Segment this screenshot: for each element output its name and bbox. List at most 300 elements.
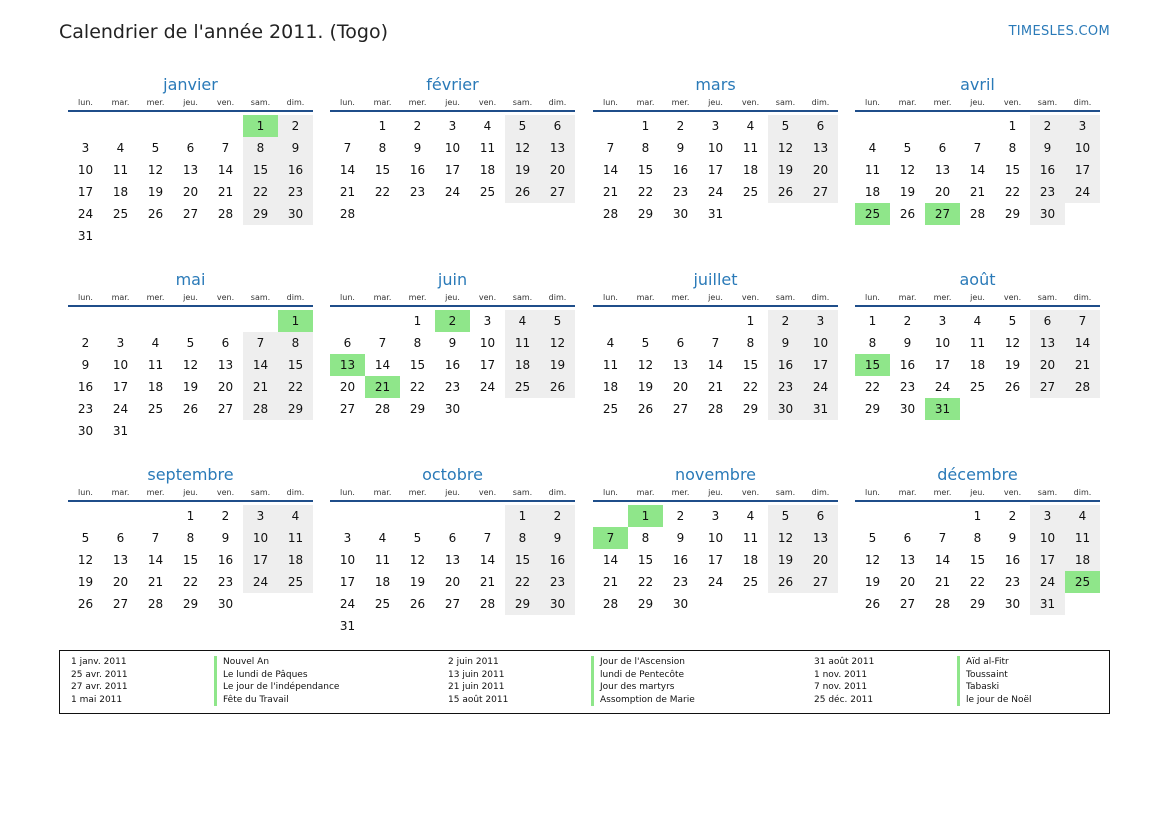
brand-link[interactable]: TIMESLES.COM	[1008, 24, 1110, 39]
empty-day-cell	[103, 505, 138, 527]
day-cell: 19	[540, 354, 575, 376]
week-row	[593, 549, 838, 571]
day-cell: 24	[707, 575, 724, 589]
day-cell: 10	[934, 336, 951, 350]
empty-day-cell	[855, 115, 890, 137]
day-cell: 24	[112, 402, 129, 416]
empty-day-cell	[540, 203, 575, 225]
day-cell: 12	[147, 163, 164, 177]
empty-day-cell	[470, 203, 505, 225]
empty-day-cell	[505, 398, 540, 420]
day-cell: 27	[803, 181, 838, 203]
day-cell: 5	[768, 115, 803, 137]
day-cell: 26	[409, 597, 426, 611]
day-cell: 8	[186, 531, 195, 545]
day-cell: 15	[637, 163, 654, 177]
day-cell: 14	[602, 163, 619, 177]
empty-day-cell	[138, 115, 173, 137]
day-cell: 10	[1030, 527, 1065, 549]
day-cell: 10	[243, 527, 278, 549]
empty-day-cell	[505, 203, 540, 225]
day-cell: 20	[540, 159, 575, 181]
day-cell: 23	[444, 380, 461, 394]
day-cell: 21	[147, 575, 164, 589]
day-cell: 24	[479, 380, 496, 394]
holiday-legend	[59, 650, 1110, 714]
weekday-label: sam.	[250, 488, 271, 497]
day-cell: 30	[540, 593, 575, 615]
day-cell: 30	[672, 207, 689, 221]
day-cell: 16	[672, 163, 689, 177]
empty-day-cell	[243, 310, 278, 332]
day-grid	[855, 310, 1100, 420]
day-cell: 3	[343, 531, 352, 545]
day-cell: 19	[77, 575, 94, 589]
day-cell: 15	[374, 163, 391, 177]
day-cell: 30	[672, 597, 689, 611]
day-cell: 12	[864, 553, 881, 567]
week-row	[330, 332, 575, 354]
day-cell: 17	[707, 553, 724, 567]
day-cell: 12	[899, 163, 916, 177]
weekday-label: mar.	[898, 98, 917, 107]
day-cell: 7	[483, 531, 492, 545]
day-cell: 1	[746, 314, 755, 328]
day-cell: 10	[479, 336, 496, 350]
empty-day-cell	[628, 310, 663, 332]
day-cell: 21	[243, 376, 278, 398]
empty-day-cell	[138, 505, 173, 527]
weekday-label: jeu.	[445, 488, 460, 497]
day-cell: 9	[1030, 137, 1065, 159]
weekday-label: mer.	[933, 488, 952, 497]
day-cell: 15	[742, 358, 759, 372]
day-cell: 2	[278, 115, 313, 137]
holiday-date: 25 déc. 2011	[814, 694, 874, 705]
week-row	[593, 354, 838, 376]
day-cell: 11	[112, 163, 129, 177]
day-cell: 14	[339, 163, 356, 177]
day-cell: 12	[768, 137, 803, 159]
holiday-date: 15 août 2011	[448, 694, 509, 705]
day-cell: 6	[343, 336, 352, 350]
week-row	[330, 398, 575, 420]
empty-day-cell	[663, 310, 698, 332]
weekday-label: jeu.	[445, 98, 460, 107]
empty-day-cell	[173, 225, 208, 247]
month-name: novembre	[674, 465, 757, 484]
week-row	[330, 549, 575, 571]
day-cell: 13	[803, 527, 838, 549]
day-cell: 19	[409, 575, 426, 589]
holiday-name: Le jour de l'indépendance	[214, 681, 339, 694]
day-cell: 14	[479, 553, 496, 567]
day-cell: 25	[505, 376, 540, 398]
month-name: janvier	[163, 75, 218, 94]
week-row	[330, 571, 575, 593]
day-cell: 29	[1004, 207, 1021, 221]
weekday-label: mer.	[933, 293, 952, 302]
day-cell: 6	[676, 336, 685, 350]
day-cell: 5	[540, 310, 575, 332]
weekday-label: jeu.	[445, 293, 460, 302]
day-cell: 17	[934, 358, 951, 372]
day-cell: 4	[483, 119, 492, 133]
week-row	[855, 376, 1100, 398]
weekday-label: sam.	[775, 293, 796, 302]
weekday-label: mer.	[146, 293, 165, 302]
weekday-label: dim.	[548, 98, 567, 107]
day-cell: 31	[1030, 593, 1065, 615]
day-cell: 6	[540, 115, 575, 137]
weekday-label: sam.	[512, 488, 533, 497]
day-cell: 2	[903, 314, 912, 328]
day-cell: 28	[217, 207, 234, 221]
empty-day-cell	[925, 505, 960, 527]
day-cell: 14	[374, 358, 391, 372]
day-cell: 26	[768, 571, 803, 593]
weekday-label: sam.	[512, 293, 533, 302]
day-grid	[68, 115, 313, 247]
weekday-label: ven.	[741, 293, 760, 302]
day-cell: 14	[147, 553, 164, 567]
day-cell: 17	[112, 380, 129, 394]
day-cell: 4	[973, 314, 982, 328]
empty-day-cell	[138, 310, 173, 332]
day-cell: 20	[339, 380, 356, 394]
holiday-column	[437, 656, 695, 706]
day-cell: 23	[899, 380, 916, 394]
day-cell: 26	[1004, 380, 1021, 394]
empty-day-cell	[803, 203, 838, 225]
day-cell: 26	[182, 402, 199, 416]
holiday-row	[437, 669, 695, 682]
empty-day-cell	[698, 310, 733, 332]
weekday-label: sam.	[1037, 98, 1058, 107]
page-title: Calendrier de l'année 2011. (Togo)	[59, 21, 388, 43]
day-cell: 29	[243, 203, 278, 225]
day-cell: 4	[151, 336, 160, 350]
week-row	[68, 376, 313, 398]
day-cell: 9	[903, 336, 912, 350]
week-row	[68, 225, 313, 247]
day-cell: 10	[339, 553, 356, 567]
week-row	[593, 203, 838, 225]
day-cell: 20	[803, 159, 838, 181]
day-cell: 29	[742, 402, 759, 416]
day-cell: 12	[1004, 336, 1021, 350]
day-cell: 30	[278, 203, 313, 225]
weekday-label: sam.	[775, 98, 796, 107]
day-cell: 20	[182, 185, 199, 199]
day-cell: 14	[243, 354, 278, 376]
day-cell: 31	[77, 229, 94, 243]
week-row	[330, 615, 575, 637]
day-cell: 28	[969, 207, 986, 221]
weekday-label: lun.	[340, 293, 355, 302]
day-cell: 26	[637, 402, 654, 416]
empty-day-cell	[68, 505, 103, 527]
day-cell: 22	[182, 575, 199, 589]
week-row	[68, 181, 313, 203]
weekday-label: sam.	[1037, 488, 1058, 497]
weekday-label: dim.	[548, 488, 567, 497]
day-cell: 31	[803, 398, 838, 420]
empty-day-cell	[540, 398, 575, 420]
empty-day-cell	[435, 505, 470, 527]
weekday-label: lun.	[865, 488, 880, 497]
weekday-label: mar.	[898, 488, 917, 497]
week-row	[68, 505, 313, 527]
weekday-label: lun.	[340, 98, 355, 107]
weekday-label: sam.	[1037, 293, 1058, 302]
week-row	[68, 203, 313, 225]
day-cell: 25	[742, 575, 759, 589]
holiday-day-cell: 31	[925, 398, 960, 420]
day-cell: 23	[77, 402, 94, 416]
empty-day-cell	[330, 115, 365, 137]
empty-day-cell	[278, 593, 313, 615]
day-cell: 3	[81, 141, 90, 155]
weekday-label: dim.	[548, 293, 567, 302]
day-cell: 20	[444, 575, 461, 589]
day-cell: 4	[746, 119, 755, 133]
day-cell: 17	[1065, 159, 1100, 181]
day-cell: 28	[934, 597, 951, 611]
day-cell: 8	[378, 141, 387, 155]
day-grid	[593, 115, 838, 225]
empty-day-cell	[278, 225, 313, 247]
day-cell: 17	[243, 549, 278, 571]
day-cell: 1	[505, 505, 540, 527]
day-cell: 18	[742, 553, 759, 567]
day-cell: 5	[186, 336, 195, 350]
day-cell: 6	[938, 141, 947, 155]
weekday-label: ven.	[478, 98, 497, 107]
empty-day-cell	[1030, 398, 1065, 420]
holiday-name: Le lundi de Pâques	[214, 669, 308, 682]
day-cell: 9	[768, 332, 803, 354]
day-cell: 2	[540, 505, 575, 527]
day-cell: 9	[540, 527, 575, 549]
day-cell: 18	[147, 380, 164, 394]
day-cell: 20	[934, 185, 951, 199]
day-cell: 8	[1008, 141, 1017, 155]
day-cell: 5	[1008, 314, 1017, 328]
day-cell: 24	[1030, 571, 1065, 593]
day-cell: 18	[505, 354, 540, 376]
day-cell: 3	[711, 119, 720, 133]
day-cell: 7	[711, 336, 720, 350]
day-cell: 14	[602, 553, 619, 567]
day-cell: 4	[606, 336, 615, 350]
day-cell: 30	[1030, 203, 1065, 225]
month-name: décembre	[937, 465, 1018, 484]
empty-day-cell	[435, 203, 470, 225]
day-cell: 10	[803, 332, 838, 354]
holiday-row	[60, 681, 339, 694]
weekday-label: mer.	[408, 488, 427, 497]
month-name: septembre	[147, 465, 234, 484]
day-cell: 18	[278, 549, 313, 571]
weekday-label: ven.	[741, 98, 760, 107]
day-cell: 26	[899, 207, 916, 221]
weekday-label: mar.	[898, 293, 917, 302]
holiday-name: Aïd al-Fitr	[957, 656, 1009, 669]
weekday-label: mar.	[373, 488, 392, 497]
day-cell: 7	[973, 141, 982, 155]
weekday-label: mer.	[671, 293, 690, 302]
empty-day-cell	[365, 505, 400, 527]
week-row	[593, 159, 838, 181]
day-cell: 4	[116, 141, 125, 155]
weekday-label: jeu.	[183, 293, 198, 302]
week-row	[330, 310, 575, 332]
day-cell: 4	[278, 505, 313, 527]
empty-day-cell	[243, 225, 278, 247]
day-cell: 13	[444, 553, 461, 567]
holiday-name: Jour des martyrs	[591, 681, 674, 694]
day-grid	[68, 310, 313, 442]
day-cell: 7	[221, 141, 230, 155]
weekday-header	[593, 488, 838, 502]
day-cell: 19	[637, 380, 654, 394]
holiday-date: 25 avr. 2011	[71, 669, 128, 680]
weekday-label: lun.	[603, 488, 618, 497]
day-cell: 21	[217, 185, 234, 199]
holiday-date: 1 janv. 2011	[71, 657, 127, 667]
week-row	[330, 159, 575, 181]
week-row	[330, 593, 575, 615]
holiday-row	[803, 681, 1032, 694]
day-cell: 25	[742, 185, 759, 199]
holiday-day-cell: 15	[855, 354, 890, 376]
holiday-row	[803, 656, 1032, 669]
week-row	[855, 332, 1100, 354]
holiday-day-cell: 27	[925, 203, 960, 225]
day-cell: 28	[1065, 376, 1100, 398]
weekday-label: ven.	[216, 98, 235, 107]
day-cell: 8	[641, 141, 650, 155]
holiday-name: Toussaint	[957, 669, 1008, 682]
day-cell: 16	[278, 159, 313, 181]
week-row	[68, 593, 313, 615]
day-cell: 23	[672, 185, 689, 199]
day-cell: 13	[672, 358, 689, 372]
week-row	[855, 398, 1100, 420]
day-cell: 25	[374, 597, 391, 611]
weekday-label: jeu.	[970, 98, 985, 107]
day-grid	[593, 310, 838, 420]
day-cell: 30	[444, 402, 461, 416]
weekday-label: lun.	[603, 98, 618, 107]
empty-day-cell	[208, 310, 243, 332]
day-cell: 23	[1004, 575, 1021, 589]
holiday-day-cell: 1	[278, 310, 313, 332]
day-cell: 4	[505, 310, 540, 332]
day-cell: 1	[973, 509, 982, 523]
week-row	[593, 137, 838, 159]
holiday-day-cell: 1	[243, 115, 278, 137]
empty-day-cell	[173, 115, 208, 137]
day-cell: 4	[378, 531, 387, 545]
day-cell: 17	[1030, 549, 1065, 571]
holiday-row	[437, 681, 695, 694]
month-4	[68, 267, 313, 442]
week-row	[855, 505, 1100, 527]
day-cell: 10	[1065, 137, 1100, 159]
week-row	[68, 549, 313, 571]
day-cell: 28	[339, 207, 356, 221]
day-cell: 3	[1065, 115, 1100, 137]
day-cell: 26	[864, 597, 881, 611]
weekday-label: mar.	[636, 293, 655, 302]
weekday-label: mar.	[636, 488, 655, 497]
day-cell: 27	[1030, 376, 1065, 398]
day-cell: 6	[803, 115, 838, 137]
day-cell: 12	[637, 358, 654, 372]
day-cell: 12	[768, 527, 803, 549]
weekday-label: mar.	[373, 98, 392, 107]
empty-day-cell	[208, 225, 243, 247]
month-name: août	[959, 270, 996, 289]
weekday-label: lun.	[865, 293, 880, 302]
day-cell: 12	[540, 332, 575, 354]
weekday-label: ven.	[216, 488, 235, 497]
day-cell: 12	[505, 137, 540, 159]
day-cell: 21	[479, 575, 496, 589]
day-cell: 6	[803, 505, 838, 527]
day-cell: 21	[1065, 354, 1100, 376]
empty-day-cell	[365, 203, 400, 225]
day-cell: 30	[1004, 597, 1021, 611]
day-cell: 22	[864, 380, 881, 394]
empty-day-cell	[593, 115, 628, 137]
day-cell: 2	[676, 119, 685, 133]
weekday-label: lun.	[78, 488, 93, 497]
day-cell: 23	[409, 185, 426, 199]
day-cell: 7	[243, 332, 278, 354]
week-row	[593, 115, 838, 137]
day-cell: 15	[1004, 163, 1021, 177]
holiday-date: 21 juin 2011	[448, 682, 505, 692]
month-name: juillet	[693, 270, 738, 289]
empty-day-cell	[400, 505, 435, 527]
day-cell: 17	[707, 163, 724, 177]
day-cell: 11	[374, 553, 391, 567]
day-cell: 21	[969, 185, 986, 199]
holiday-day-cell: 7	[593, 527, 628, 549]
day-cell: 21	[934, 575, 951, 589]
day-cell: 18	[374, 575, 391, 589]
day-cell: 16	[899, 358, 916, 372]
day-cell: 6	[116, 531, 125, 545]
day-cell: 25	[969, 380, 986, 394]
day-cell: 18	[969, 358, 986, 372]
month-7	[855, 267, 1100, 420]
weekday-label: ven.	[216, 293, 235, 302]
day-cell: 27	[444, 597, 461, 611]
day-cell: 9	[278, 137, 313, 159]
day-cell: 13	[217, 358, 234, 372]
day-cell: 22	[374, 185, 391, 199]
day-cell: 26	[147, 207, 164, 221]
day-cell: 27	[803, 571, 838, 593]
day-cell: 13	[934, 163, 951, 177]
holiday-date: 2 juin 2011	[448, 657, 499, 667]
day-cell: 24	[1065, 181, 1100, 203]
month-9	[330, 462, 575, 637]
